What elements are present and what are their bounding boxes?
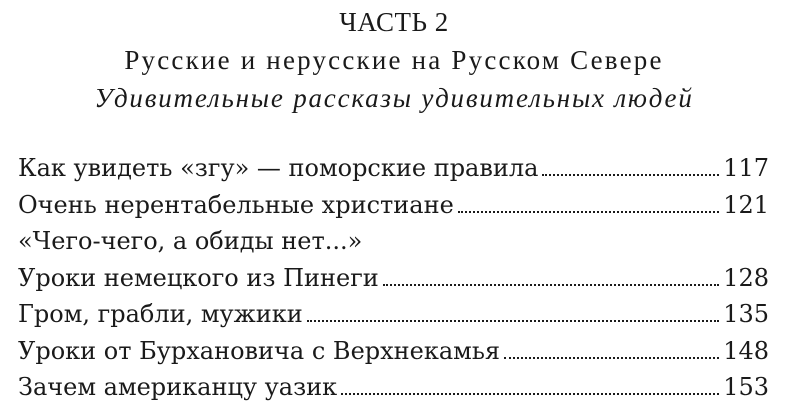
toc-entry-page: 148 — [723, 336, 769, 365]
toc-entry — [18, 260, 769, 297]
dot-leader — [307, 312, 720, 322]
part-heading: ЧАСТЬ 2 — [339, 7, 449, 37]
toc-entry-page: 121 — [723, 190, 769, 219]
toc-entry-title: Как увидеть «згу» — поморские правила — [18, 154, 539, 182]
toc-entry — [18, 333, 769, 370]
toc-entry-title: Уроки немецкого из Пинеги — [18, 263, 379, 292]
toc-entry-title: Зачем американцу уазик — [18, 373, 338, 401]
toc-entry — [18, 369, 769, 406]
dot-leader — [504, 349, 719, 359]
toc-entry-title: «Чего-чего, а обиды нет...» — [18, 227, 363, 255]
toc-entry-title: Уроки от Бурхановича с Верхнекамья — [18, 336, 501, 365]
dot-leader — [542, 166, 719, 176]
toc-entry-page: 117 — [723, 154, 769, 182]
dot-leader — [458, 203, 719, 213]
toc-entry-page: 153 — [723, 373, 769, 401]
toc-entry-page: 128 — [723, 263, 769, 292]
toc-entry — [18, 296, 769, 333]
part-tagline: Удивительные рассказы удивительных людей — [94, 83, 694, 113]
part-subtitle: Русские и нерусские на Русском Севере — [124, 45, 664, 75]
dot-leader — [341, 385, 719, 395]
dot-leader — [383, 276, 719, 286]
toc-entry-title: Гром, грабли, мужики — [18, 300, 303, 328]
toc-entry-page: 135 — [723, 300, 769, 328]
toc-entry — [18, 187, 769, 224]
toc-entry — [18, 150, 769, 187]
table-of-contents — [18, 150, 769, 406]
toc-entry-title: Очень нерентабельные христиане — [18, 190, 454, 219]
toc-entry — [18, 223, 769, 260]
